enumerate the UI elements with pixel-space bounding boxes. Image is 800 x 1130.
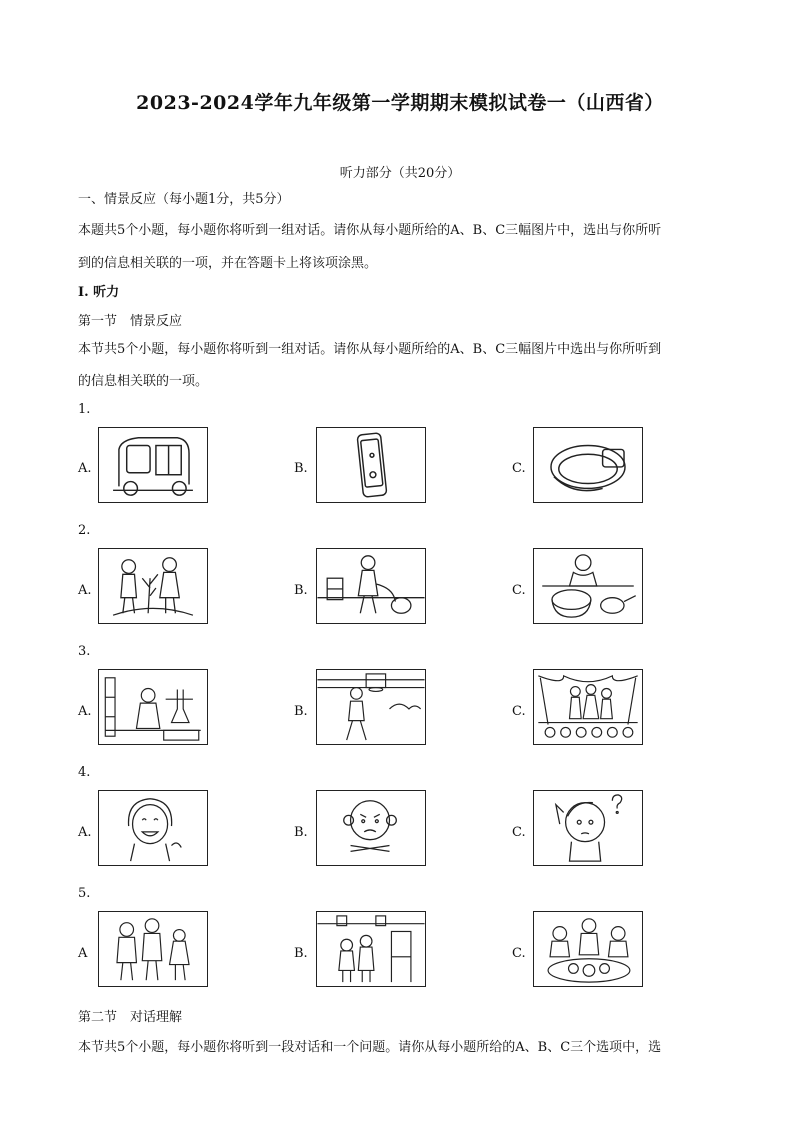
question-number: 5. xyxy=(78,886,91,901)
option-c-label[interactable]: C. xyxy=(512,946,526,961)
option-a-label[interactable]: A. xyxy=(78,704,92,719)
option-a-label[interactable]: A. xyxy=(78,461,92,476)
option-a-label[interactable]: A. xyxy=(78,583,92,598)
question-number: 2. xyxy=(78,523,91,538)
option-a-picture-happy-face[interactable] xyxy=(98,790,208,866)
option-b-label[interactable]: B. xyxy=(294,461,308,476)
option-c-label[interactable]: C. xyxy=(512,704,526,719)
option-c-picture-confused-face[interactable] xyxy=(533,790,643,866)
section1-heading: 一、情景反应（每小题1分，共5分） xyxy=(78,192,290,207)
option-b-picture-phone[interactable] xyxy=(316,427,426,503)
option-b-picture-vacuuming[interactable] xyxy=(316,548,426,624)
sub1-instruction-line1: 本节共5个小题，每小题你将听到一组对话。请你从每小题所给的A、B、C三幅图片中选出与你所听到 xyxy=(78,342,662,357)
option-a-picture-robot-car[interactable] xyxy=(98,427,208,503)
question-number: 1. xyxy=(78,402,91,417)
sub2-heading: 第二节 对话理解 xyxy=(78,1010,183,1025)
part-label: I. 听力 xyxy=(78,285,120,300)
question-number: 4. xyxy=(78,765,91,780)
option-a-picture-planting-tree[interactable] xyxy=(98,548,208,624)
question-number: 3. xyxy=(78,644,91,659)
option-b-label[interactable]: B. xyxy=(294,825,308,840)
sub1-heading: 第一节 情景反应 xyxy=(78,314,183,329)
option-a-label[interactable]: A xyxy=(78,946,88,961)
option-b-picture-shopping[interactable] xyxy=(316,911,426,987)
option-c-picture-dinner-table[interactable] xyxy=(533,911,643,987)
section1-instruction-line2: 到的信息相关联的一项，并在答题卡上将该项涂黑。 xyxy=(78,256,378,271)
option-a-label[interactable]: A. xyxy=(78,825,92,840)
option-b-label[interactable]: B. xyxy=(294,583,308,598)
option-c-label[interactable]: C. xyxy=(512,825,526,840)
option-c-label[interactable]: C. xyxy=(512,461,526,476)
option-c-picture-stage-show[interactable] xyxy=(533,669,643,745)
option-b-label[interactable]: B. xyxy=(294,946,308,961)
option-b-label[interactable]: B. xyxy=(294,704,308,719)
sub2-instruction-line1: 本节共5个小题，每小题你将听到一段对话和一个问题。请你从每小题所给的A、B、C三个选项中，选 xyxy=(78,1040,662,1055)
option-c-picture-smartwatch[interactable] xyxy=(533,427,643,503)
page-title: 2023-2024学年九年级第一学期期末模拟试卷一（山西省） xyxy=(136,92,664,114)
option-b-picture-basketball[interactable] xyxy=(316,669,426,745)
option-c-label[interactable]: C. xyxy=(512,583,526,598)
section1-instruction-line1: 本题共5个小题，每小题你将听到一组对话。请你从每小题所给的A、B、C三幅图片中，选出与你所听 xyxy=(78,223,662,238)
listening-header: 听力部分（共20分） xyxy=(339,166,461,181)
option-a-picture-family-walk[interactable] xyxy=(98,911,208,987)
option-c-picture-cooking[interactable] xyxy=(533,548,643,624)
option-a-picture-science-lab[interactable] xyxy=(98,669,208,745)
option-b-picture-angry-face[interactable] xyxy=(316,790,426,866)
sub1-instruction-line2: 的信息相关联的一项。 xyxy=(78,374,209,389)
